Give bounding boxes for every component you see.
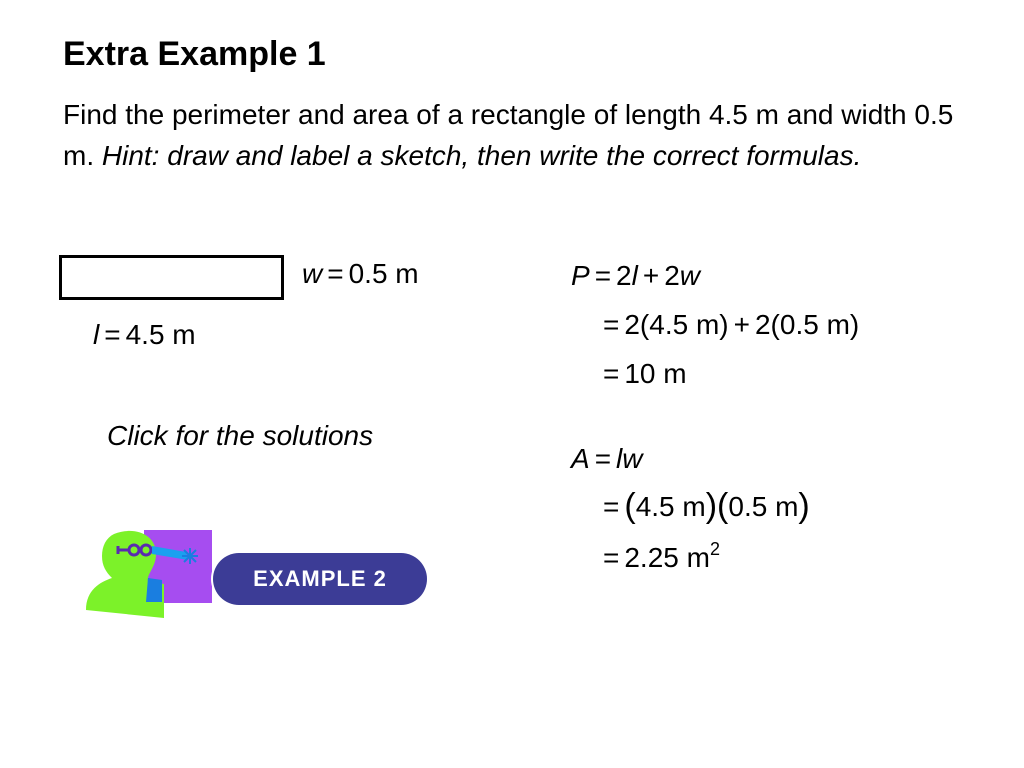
rectangle-sketch <box>59 255 284 300</box>
plus-sign: + <box>642 260 660 291</box>
perimeter-term-length: 2(4.5 m) <box>624 309 729 340</box>
length-variable: l <box>93 319 100 350</box>
perimeter-substitution <box>598 307 859 343</box>
close-paren: ) <box>798 487 810 525</box>
length-value: 4.5 m <box>125 319 196 350</box>
equals-sign: = <box>104 319 121 350</box>
perimeter-result <box>598 356 687 392</box>
close-paren: ) <box>705 487 718 525</box>
problem-statement <box>63 94 963 176</box>
equals-sign: = <box>603 491 620 522</box>
width-value: 0.5 m <box>348 258 419 289</box>
equals-sign: = <box>594 443 612 474</box>
mascot-with-magnifier-icon <box>84 528 214 623</box>
width-variable: w <box>302 258 323 289</box>
problem-text: Find the perimeter and area of a rectangle of length 4.5 m and width 0.5 m. <box>63 99 954 171</box>
area-formula <box>571 441 643 477</box>
equals-sign: = <box>603 309 620 340</box>
area-result <box>598 540 720 579</box>
coefficient: 2 <box>664 260 680 291</box>
area-formula-terms: lw <box>616 443 643 474</box>
perimeter-formula <box>571 258 700 294</box>
area-exponent: 2 <box>709 539 720 559</box>
perimeter-term-width: 2(0.5 m) <box>754 309 860 340</box>
show-solutions-link[interactable]: Click for the solutions <box>107 420 374 451</box>
area-length-term: 4.5 m <box>635 491 706 522</box>
coefficient: 2 <box>616 260 632 291</box>
perimeter-value: 10 m <box>624 358 687 389</box>
area-substitution <box>598 487 810 525</box>
width-label <box>302 256 419 292</box>
plus-sign: + <box>733 309 750 340</box>
sparkle-icon <box>182 548 198 564</box>
area-width-term: 0.5 m <box>728 491 799 522</box>
length-label <box>93 317 196 353</box>
open-paren: ( <box>624 487 636 525</box>
width-symbol: w <box>679 260 701 291</box>
equals-sign: = <box>327 258 344 289</box>
length-symbol: l <box>631 260 638 291</box>
perimeter-variable: P <box>571 260 590 291</box>
equals-sign: = <box>594 260 612 291</box>
equals-sign: = <box>603 358 620 389</box>
blue-accent <box>146 578 162 602</box>
area-variable: A <box>571 443 590 474</box>
example-2-button[interactable]: EXAMPLE 2 <box>213 553 427 605</box>
hint-text: Hint: draw and label a sketch, then write the correct formulas. <box>101 140 862 171</box>
open-paren: ( <box>717 487 729 525</box>
area-value: 2.25 m <box>624 542 710 573</box>
equals-sign: = <box>603 542 620 573</box>
slide-title: Extra Example 1 <box>63 35 326 73</box>
